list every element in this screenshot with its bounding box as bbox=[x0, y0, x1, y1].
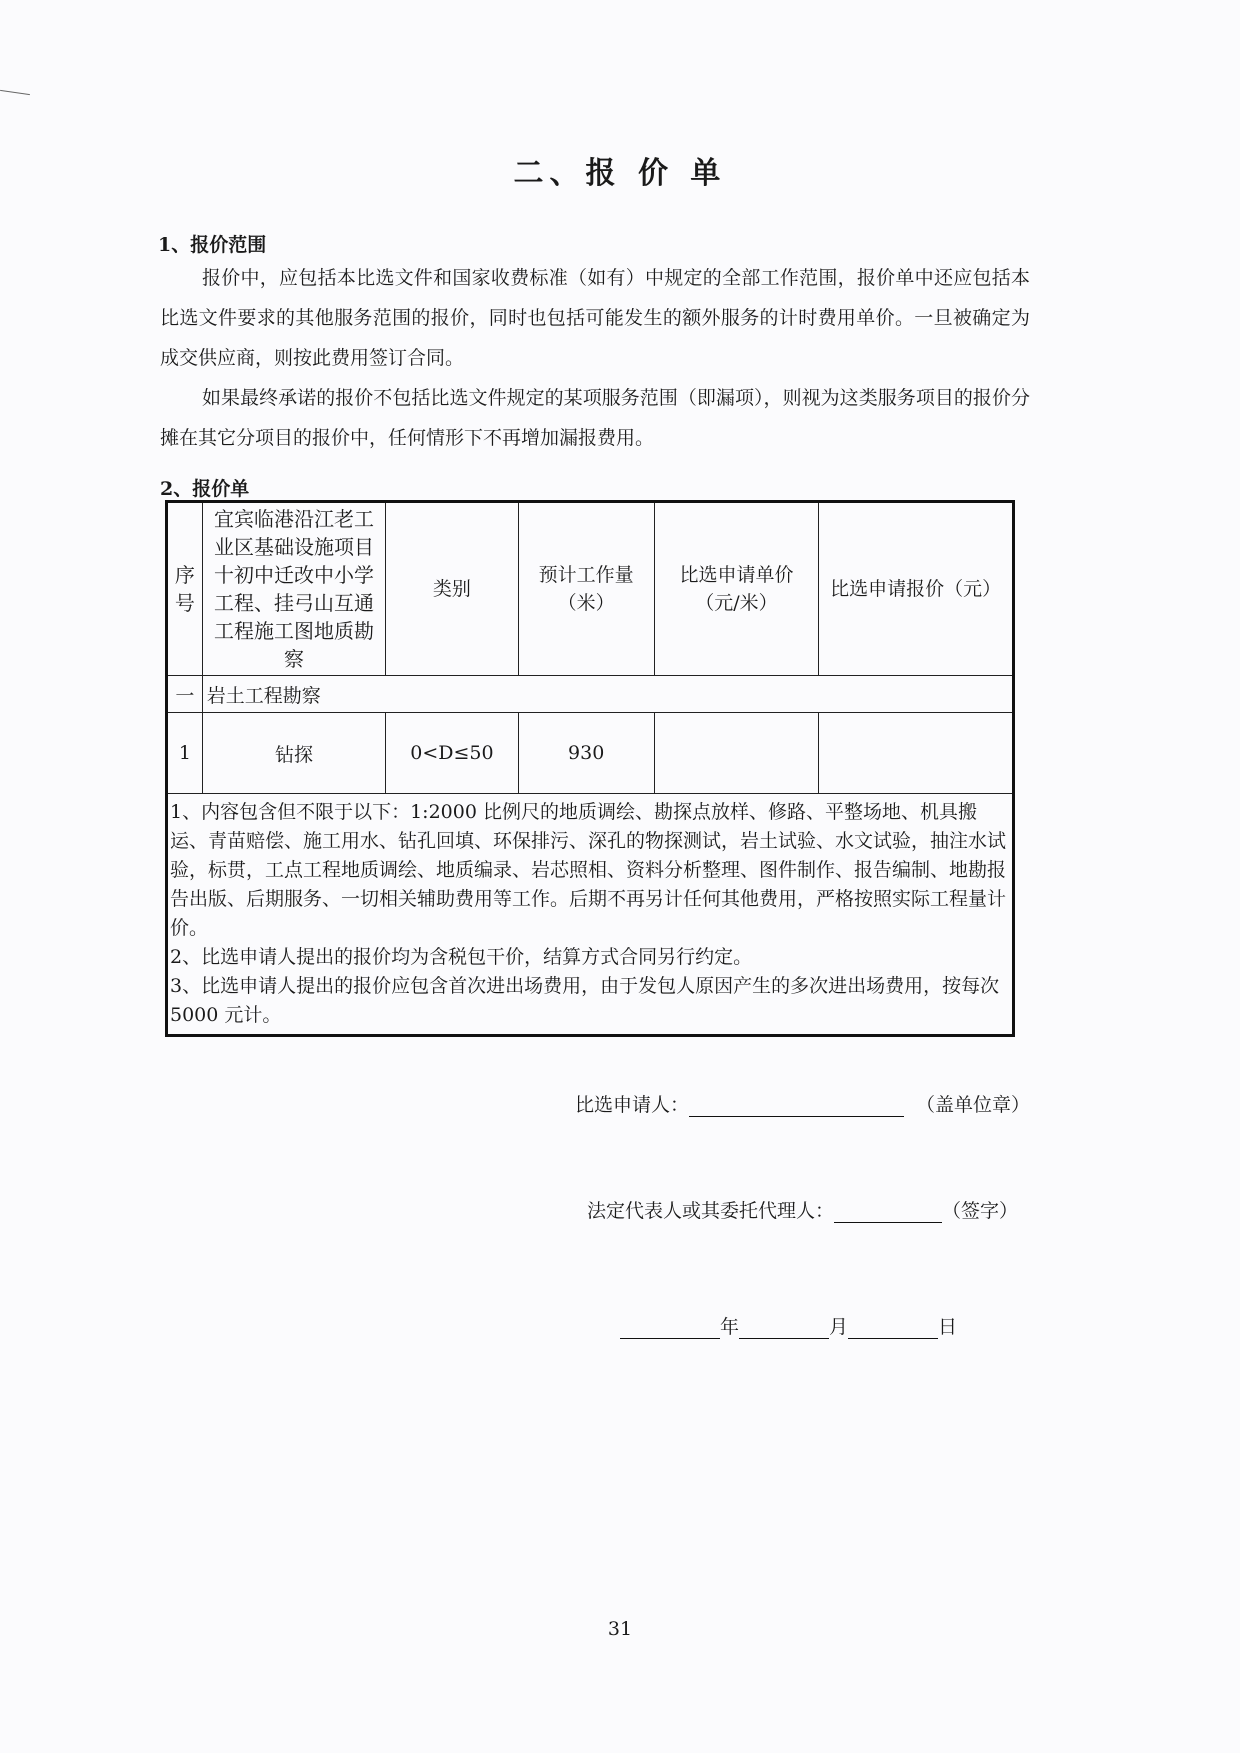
day-blank[interactable] bbox=[848, 1318, 938, 1339]
header-total-price: 比选申请报价（元） bbox=[819, 502, 1014, 676]
applicant-label: 比选申请人： bbox=[575, 1094, 690, 1116]
applicant-signature-line bbox=[575, 1090, 1030, 1117]
section-label: 岩土工程勘察 bbox=[202, 676, 1013, 713]
applicant-blank[interactable] bbox=[689, 1096, 904, 1117]
row-total-price[interactable] bbox=[819, 713, 1014, 794]
note-1: 1、内容包含但不限于以下：1:2000 比例尺的地质调绘、勘探点放样、修路、平整场地、机具搬运、青苗赔偿、施工用水、钻孔回填、环保排污、深孔的物探测试，岩土试验、水文试验，抽注水试验，标贯，工点工程地质调绘、地质编录、岩芯照相、资料分析整理、图件制作、报告编制、地勘报告出版、后期服务、一切相关辅助费用等工作。后期不再另计任何其他费用，严格按照实际工程量计价。 bbox=[170, 801, 1007, 939]
row-category: 0<D≤50 bbox=[386, 713, 518, 794]
table-notes bbox=[167, 794, 1014, 1036]
table-section-row bbox=[167, 676, 1014, 713]
header-quantity: 预计工作量（米） bbox=[518, 502, 654, 676]
rep-blank[interactable] bbox=[834, 1202, 942, 1223]
note-3: 3、比选申请人提出的报价应包含首次进出场费用，由于发包人原因产生的多次进出场费用，按每次 5000 元计。 bbox=[170, 975, 1000, 1026]
representative-signature-line bbox=[587, 1196, 1018, 1223]
table-notes-row bbox=[167, 794, 1014, 1036]
applicant-suffix: （盖单位章） bbox=[916, 1094, 1031, 1116]
section-heading-scope: 1、报价范围 bbox=[158, 234, 267, 256]
date-line bbox=[620, 1312, 957, 1339]
year-label: 年 bbox=[720, 1316, 740, 1338]
scope-paragraph-2: 如果最终承诺的报价不包括比选文件规定的某项服务范围（即漏项），则视为这类服务项目的报价分摊在其它分项目的报价中，任何情形下不再增加漏报费用。 bbox=[160, 387, 1030, 449]
row-quantity: 930 bbox=[518, 713, 654, 794]
header-category: 类别 bbox=[386, 502, 518, 676]
row-unit-price[interactable] bbox=[654, 713, 818, 794]
table-row bbox=[167, 713, 1014, 794]
rep-label: 法定代表人或其委托代理人： bbox=[587, 1200, 835, 1222]
table-header-row bbox=[167, 502, 1014, 676]
day-label: 日 bbox=[938, 1316, 958, 1338]
note-2: 2、比选申请人提出的报价均为含税包干价，结算方式合同另行约定。 bbox=[170, 946, 753, 968]
rep-suffix: （签字） bbox=[942, 1200, 1019, 1222]
section-seq: 一 bbox=[167, 676, 203, 713]
scope-paragraph-1: 报价中，应包括本比选文件和国家收费标准（如有）中规定的全部工作范围，报价单中还应包括本比选文件要求的其他服务范围的报价，同时也包括可能发生的额外服务的计时费用单价。一旦被确定为成交供应商，则按此费用签订合同。 bbox=[160, 267, 1030, 369]
quote-table bbox=[165, 500, 1015, 1037]
header-unit-price: 比选申请单价（元/米） bbox=[654, 502, 818, 676]
year-blank[interactable] bbox=[620, 1318, 720, 1339]
header-project: 宜宾临港沿江老工业区基础设施项目十初中迁改中小学工程、挂弓山互通工程施工图地质勘察 bbox=[202, 502, 386, 676]
row-name: 钻探 bbox=[202, 713, 386, 794]
header-seq: 序号 bbox=[167, 502, 203, 676]
month-blank[interactable] bbox=[739, 1318, 829, 1339]
page-title: 二、报 价 单 bbox=[513, 156, 727, 191]
scan-edge-mark bbox=[0, 90, 30, 95]
page-number: 31 bbox=[607, 1618, 633, 1640]
month-label: 月 bbox=[829, 1316, 849, 1338]
section-heading-quote: 2、报价单 bbox=[160, 478, 250, 500]
row-seq: 1 bbox=[167, 713, 203, 794]
